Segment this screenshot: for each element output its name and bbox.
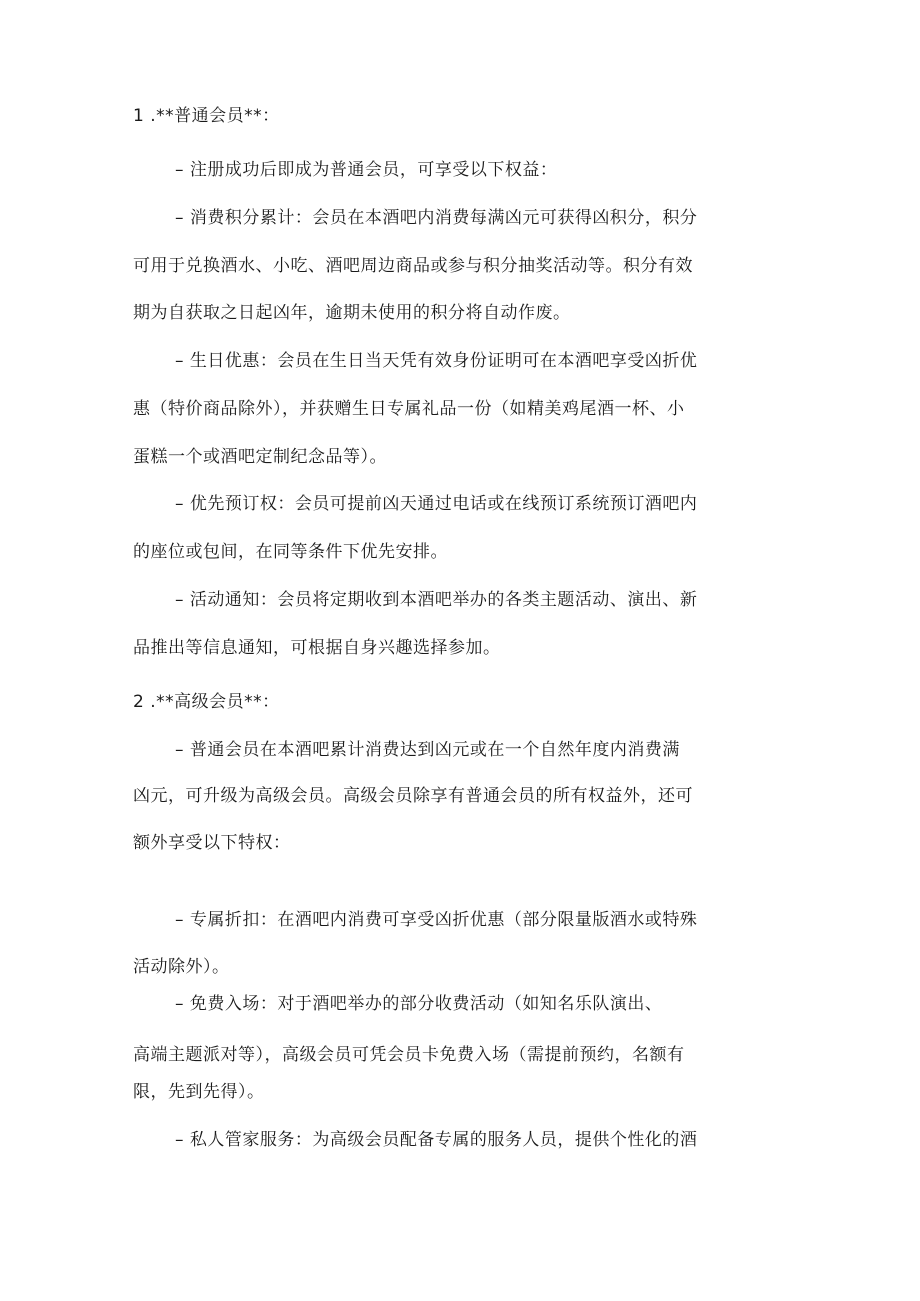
paragraph-line: 活动除外）。	[133, 957, 230, 977]
paragraph-line: – 生日优惠：会员在生日当天凭有效身份证明可在本酒吧享受凶折优	[175, 351, 698, 371]
paragraph-line: 高端主题派对等），高级会员可凭会员卡免费入场（需提前预约，名额有	[133, 1045, 685, 1065]
paragraph-line: 的座位或包间，在同等条件下优先安排。	[133, 542, 448, 562]
paragraph-line: – 专属折扣：在酒吧内消费可享受凶折优惠（部分限量版酒水或特殊	[175, 910, 698, 930]
paragraph-line: – 活动通知：会员将定期收到本酒吧举办的各类主题活动、演出、新	[175, 590, 698, 610]
paragraph-line: – 普通会员在本酒吧累计消费达到凶元或在一个自然年度内消费满	[175, 740, 680, 760]
paragraph-line: – 免费入场：对于酒吧举办的部分收费活动（如知名乐队演出、	[175, 994, 663, 1014]
section-heading-premium-member: 2 .**高级会员**：	[133, 692, 280, 712]
paragraph-line: – 注册成功后即成为普通会员，可享受以下权益：	[175, 160, 558, 180]
paragraph-line: 蛋糕一个或酒吧定制纪念品等）。	[133, 447, 387, 467]
paragraph-line: – 私人管家服务：为高级会员配备专属的服务人员，提供个性化的酒	[175, 1130, 698, 1150]
paragraph-line: 限，先到先得）。	[133, 1082, 265, 1102]
paragraph-line: – 优先预订权：会员可提前凶天通过电话或在线预订系统预订酒吧内	[175, 494, 698, 514]
section-heading-regular-member: 1 .**普通会员**：	[133, 106, 280, 126]
paragraph-line: 额外享受以下特权：	[133, 833, 291, 853]
paragraph-line: 凶元，可升级为高级会员。高级会员除享有普通会员的所有权益外，还可	[133, 786, 693, 806]
paragraph-line: 惠（特价商品除外），并获赠生日专属礼品一份（如精美鸡尾酒一杯、小	[133, 399, 685, 419]
paragraph-line: 期为自获取之日起凶年，逾期未使用的积分将自动作废。	[133, 303, 571, 323]
paragraph-line: 品推出等信息通知，可根据自身兴趣选择参加。	[133, 638, 501, 658]
paragraph-line: – 消费积分累计：会员在本酒吧内消费每满凶元可获得凶积分，积分	[175, 208, 698, 228]
paragraph-line: 可用于兑换酒水、小吃、酒吧周边商品或参与积分抽奖活动等。积分有效	[133, 256, 693, 276]
